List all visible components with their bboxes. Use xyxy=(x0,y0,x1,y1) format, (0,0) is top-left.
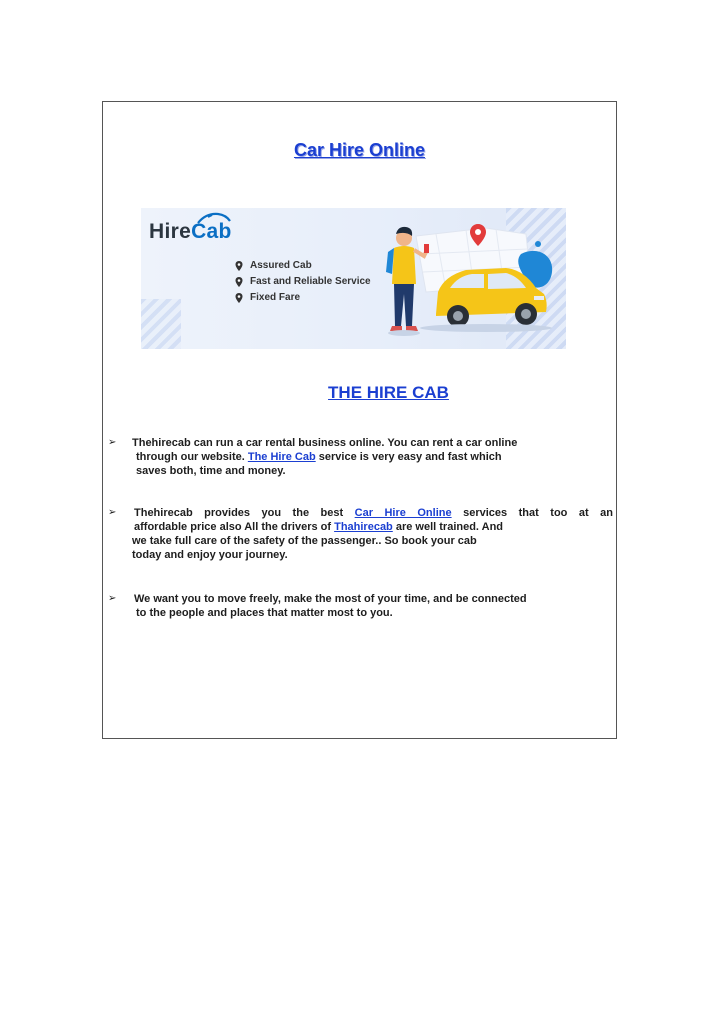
bullet-text-line: saves both, time and money. xyxy=(136,465,286,477)
document-slide xyxy=(102,101,617,739)
feature-label: Fast and Reliable Service xyxy=(250,276,371,287)
logo-hire-text: Hire xyxy=(149,220,192,243)
banner-stripes-left xyxy=(141,299,181,349)
page-title: Car Hire Online xyxy=(293,140,426,160)
hirecab-logo xyxy=(149,220,232,244)
car-hire-online-link[interactable]: Car Hire Online xyxy=(354,507,452,519)
location-pin-icon xyxy=(234,277,244,287)
bullet-text-line: we take full care of the safety of the passenger.. So book your cab xyxy=(132,535,477,547)
feature-label: Fixed Fare xyxy=(250,292,301,303)
bullet-text: through our website. xyxy=(136,451,248,463)
bullet-text-line: today and enjoy your journey. xyxy=(132,549,288,561)
feature-list xyxy=(234,258,371,306)
bullet-text-line: We want you to move freely, make the most of your time, and be connected xyxy=(134,593,527,605)
thahirecab-link[interactable]: Thahirecab xyxy=(334,521,393,533)
bullet-text: affordable price also All the drivers of xyxy=(134,521,335,533)
section-heading: THE HIRE CAB xyxy=(328,383,449,402)
bullet-text-line xyxy=(134,520,613,534)
the-hire-cab-link[interactable]: The Hire Cab xyxy=(247,451,316,463)
feature-item xyxy=(234,274,371,290)
bullet-text: are well trained. And xyxy=(392,521,504,533)
location-pin-icon xyxy=(234,293,244,303)
bullet-text: Thehirecab provides you the best xyxy=(134,507,355,519)
location-pin-icon xyxy=(234,261,244,271)
bullet-text: service is very easy and fast which xyxy=(315,451,502,463)
bullet-arrow-icon: ➢ xyxy=(108,507,117,518)
bullet-text-line: Thehirecab can run a car rental business online. You can rent a car online xyxy=(132,437,518,449)
bullet-text-line xyxy=(134,450,613,464)
bullet-text-line: to the people and places that matter most to you. xyxy=(136,607,393,619)
bullet-item xyxy=(108,436,613,478)
feature-item xyxy=(234,290,371,306)
bullet-item xyxy=(108,506,613,562)
feature-label: Assured Cab xyxy=(250,260,312,271)
person-with-taxi-illustration xyxy=(366,214,556,344)
bullet-text: services that too at an xyxy=(451,507,613,519)
bullet-arrow-icon: ➢ xyxy=(108,437,117,448)
bullet-text-line xyxy=(134,506,613,520)
hirecab-banner xyxy=(141,208,566,349)
bullet-item xyxy=(108,592,613,620)
logo-cab-text: Cab xyxy=(191,220,232,243)
feature-item xyxy=(234,258,371,274)
bullet-list xyxy=(108,436,613,620)
bullet-arrow-icon: ➢ xyxy=(108,593,117,604)
